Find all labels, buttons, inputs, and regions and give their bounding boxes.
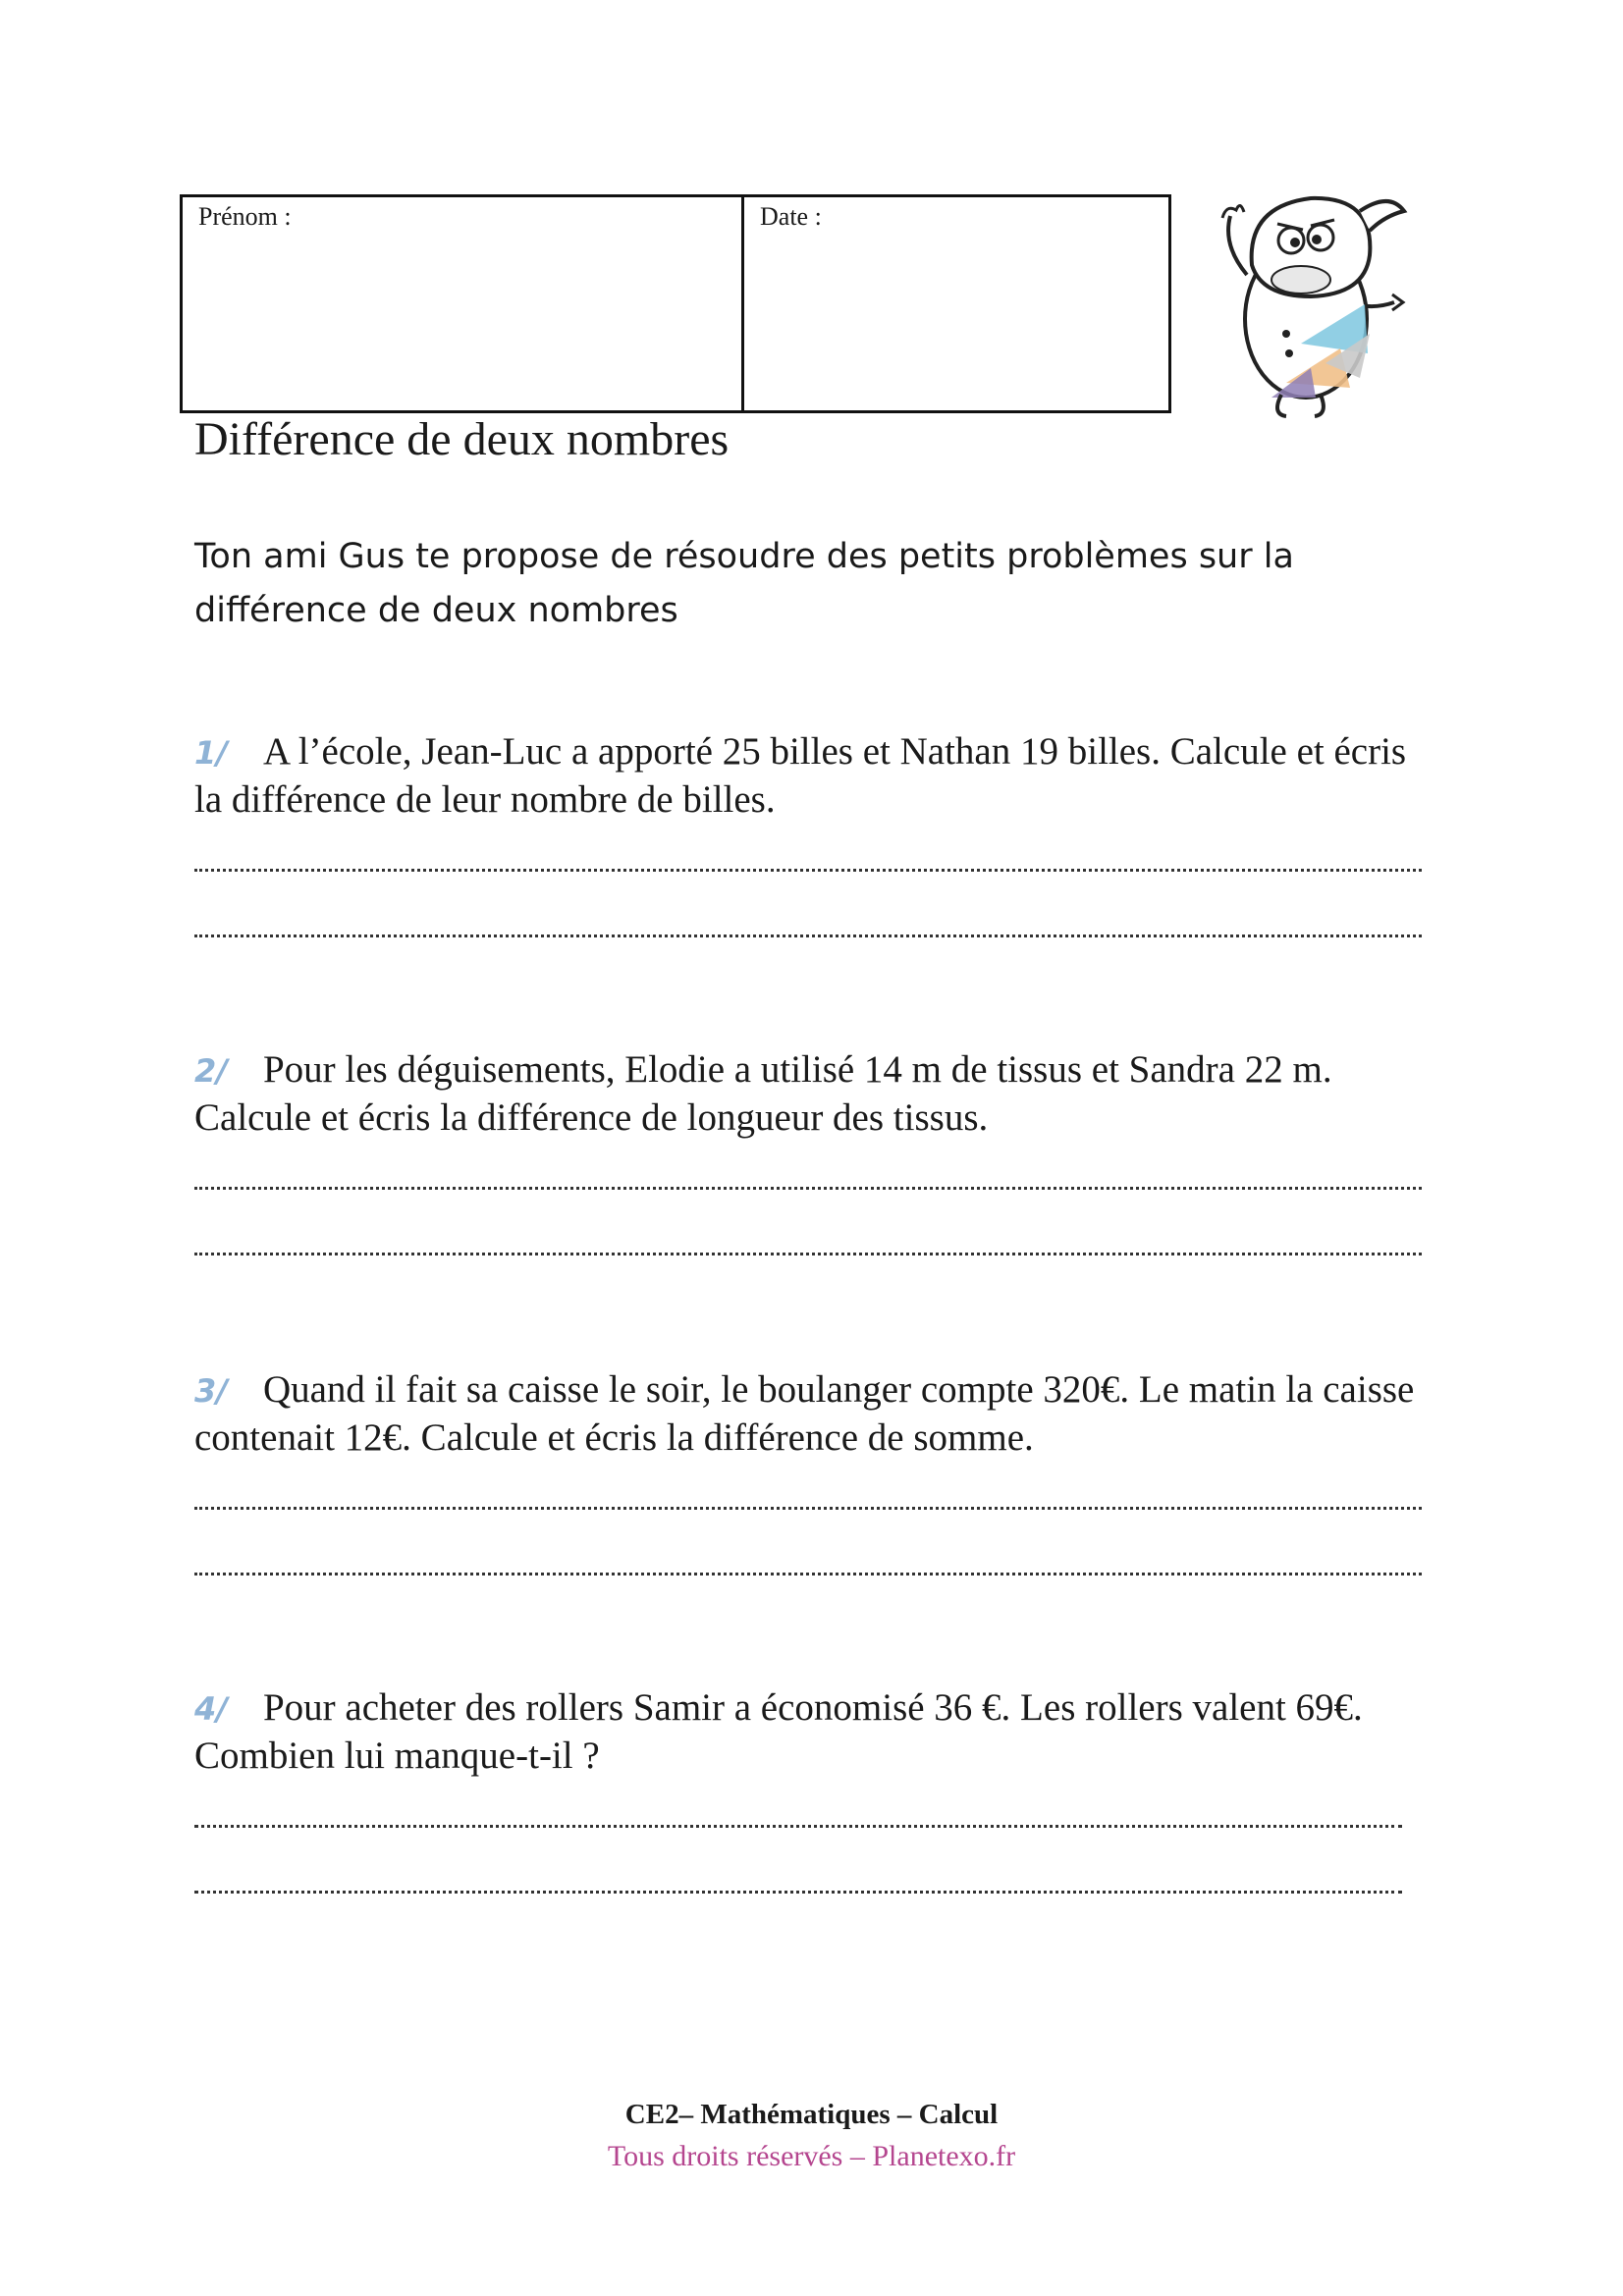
answer-line[interactable] bbox=[194, 1185, 1422, 1190]
answer-line[interactable] bbox=[194, 1823, 1402, 1828]
problem-4 bbox=[194, 1684, 1441, 1894]
problem-2-statement: Pour les déguisements, Elodie a utilisé 14 m de tissus et Sandra 22 m. Calcule et écris la différence de longueur des tissus. bbox=[194, 1048, 1332, 1139]
problem-4-statement: Pour acheter des rollers Samir a économisé 36 €. Les rollers valent 69€. Combien lui manque-t-il ? bbox=[194, 1686, 1363, 1777]
date-label: Date : bbox=[760, 202, 822, 231]
date-cell[interactable] bbox=[744, 197, 1168, 410]
problem-3 bbox=[194, 1366, 1441, 1575]
answer-line[interactable] bbox=[194, 1889, 1402, 1894]
problem-2-text bbox=[194, 1046, 1441, 1142]
problem-3-number: 3/ bbox=[194, 1372, 228, 1410]
answer-line[interactable] bbox=[194, 1251, 1422, 1255]
problem-4-number: 4/ bbox=[194, 1690, 228, 1728]
problem-1-statement: A l’école, Jean-Luc a apporté 25 billes et Nathan 19 billes. Calcule et écris la différence de leur nombre de billes. bbox=[194, 730, 1407, 821]
sheep-mascot-icon bbox=[1193, 187, 1419, 422]
problem-3-statement: Quand il fait sa caisse le soir, le boulanger compte 320€. Le matin la caisse contenait 12€. Calcule et écris la différence de somme. bbox=[194, 1368, 1415, 1459]
first-name-cell[interactable] bbox=[183, 197, 744, 410]
answer-line[interactable] bbox=[194, 933, 1422, 937]
answer-line[interactable] bbox=[194, 867, 1422, 872]
problem-1-text bbox=[194, 728, 1441, 824]
problem-1-number: 1/ bbox=[194, 734, 228, 772]
answer-line[interactable] bbox=[194, 1571, 1422, 1575]
footer-copyright: Tous droits réservés – Planetexo.fr bbox=[607, 2140, 1016, 2172]
footer-subject: CE2– Mathématiques – Calcul bbox=[624, 2099, 999, 2130]
first-name-label: Prénom : bbox=[198, 202, 292, 231]
answer-line[interactable] bbox=[194, 1505, 1422, 1510]
problem-3-text bbox=[194, 1366, 1441, 1462]
problem-2-number: 2/ bbox=[194, 1052, 228, 1090]
problem-2 bbox=[194, 1046, 1441, 1255]
worksheet-title: Différence de deux nombres bbox=[194, 413, 730, 465]
problem-4-text bbox=[194, 1684, 1441, 1780]
student-info-table bbox=[180, 194, 1171, 413]
problem-1 bbox=[194, 728, 1441, 937]
worksheet-intro: Ton ami Gus te propose de résoudre des petits problèmes sur la différence de deux nombres bbox=[194, 537, 1294, 630]
